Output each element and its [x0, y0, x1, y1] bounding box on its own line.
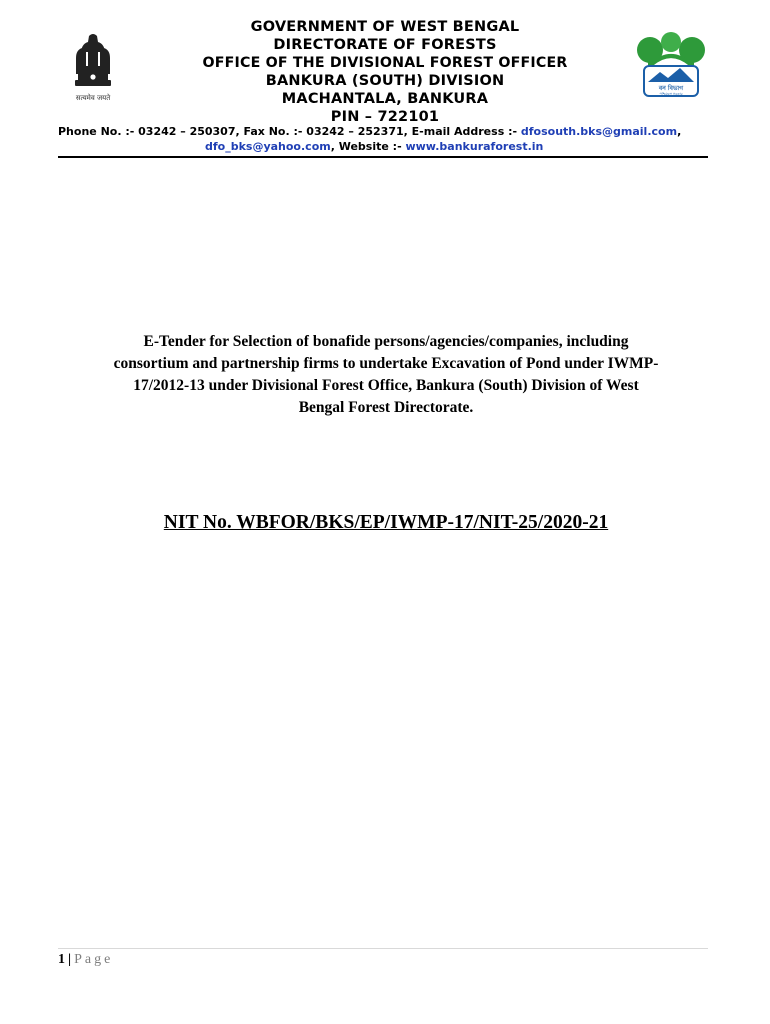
email-separator: , [677, 125, 682, 138]
footer-divider [58, 948, 708, 949]
tender-line-1: E-Tender for Selection of bonafide persons/agencies/companies, including [143, 333, 629, 350]
contact-row-2 [205, 139, 770, 154]
tender-description [62, 331, 710, 419]
logo-text: বন বিভাগ [658, 85, 684, 92]
page-footer [58, 952, 113, 968]
tender-line-2: consortium and partnership firms to undertake Excavation of Pond under IWMP- [113, 355, 659, 372]
logo-subtext: পশ্চিমবঙ্গ সরকার [659, 92, 683, 96]
header-pin: PIN – 722101 [330, 109, 440, 125]
website-label: , Website :- [330, 140, 406, 153]
header-directorate: DIRECTORATE OF FORESTS [273, 37, 497, 53]
header-division: BANKURA (SOUTH) DIVISION [265, 73, 505, 89]
header-government: GOVERNMENT OF WEST BENGAL [250, 19, 520, 35]
emblem-motto: सत्यमेव जयते [75, 94, 111, 102]
ashoka-emblem-icon [58, 30, 128, 92]
email-link-primary[interactable]: dfosouth.bks@gmail.com [520, 125, 678, 138]
header-divider [58, 156, 708, 158]
page-number: 1 [58, 952, 65, 967]
forest-tree-logo-icon [630, 30, 712, 100]
footer-separator: | [68, 952, 72, 967]
phone-number: 03242 – 250307 [138, 125, 236, 138]
fax-number: 03242 – 252371 [306, 125, 404, 138]
website-link[interactable]: www.bankuraforest.in [405, 140, 544, 153]
tender-line-4: Bengal Forest Directorate. [298, 399, 474, 416]
forest-department-logo [630, 30, 712, 100]
phone-label: Phone No. :- [58, 125, 139, 138]
header-address: MACHANTALA, BANKURA [281, 91, 489, 107]
fax-label: , Fax No. :- [235, 125, 307, 138]
header-office: OFFICE OF THE DIVISIONAL FOREST OFFICER [202, 55, 568, 71]
contact-row-1 [58, 124, 718, 139]
email-link-secondary[interactable]: dfo_bks@yahoo.com [205, 140, 331, 153]
tender-line-3: 17/2012-13 under Divisional Forest Office, Bankura (South) Division of West [133, 377, 639, 394]
page-label: Page [74, 952, 114, 967]
national-emblem [58, 30, 128, 110]
email-label: , E-mail Address :- [403, 125, 521, 138]
nit-number: NIT No. WBFOR/BKS/EP/IWMP-17/NIT-25/2020-21 [163, 512, 609, 533]
